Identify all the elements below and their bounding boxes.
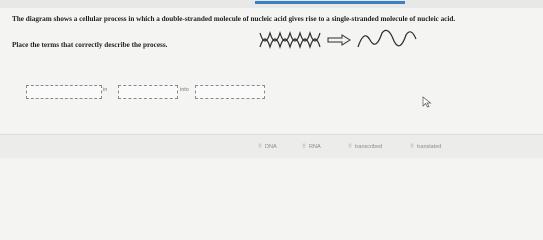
connector-in: in [103,87,108,93]
drag-handle-icon: ⠿ [302,144,307,150]
chip-label: DNA [265,144,277,150]
drag-handle-icon: ⠿ [410,144,415,150]
connector-into: into [180,87,189,93]
drop-zone-1[interactable] [26,85,102,99]
drag-handle-icon: ⠿ [348,144,353,150]
drop-zone-2[interactable] [118,85,178,99]
arrow-right-icon [328,35,350,45]
chip-label: RNA [309,144,321,150]
instruction-text: Place the terms that correctly describe the process. [12,41,168,49]
chip-label: translated [417,144,442,150]
chip-label: transcribed [355,144,383,150]
mouse-cursor-icon [422,96,432,108]
chip-rna[interactable] [302,142,321,152]
drop-zone-3[interactable] [195,85,265,99]
chip-transcribed[interactable] [348,142,382,152]
single-strand-icon [358,30,416,47]
double-strand-icon [260,33,320,47]
progress-accent [255,1,405,4]
process-diagram [258,29,433,51]
question-text: The diagram shows a cellular process in which a double-stranded molecule of nucleic acid gives rise to a single-stranded molecule of nucleic acid. [12,15,456,23]
drag-handle-icon: ⠿ [258,144,263,150]
chip-dna[interactable] [258,142,277,152]
top-bar [0,0,543,8]
chip-translated[interactable] [410,142,441,152]
